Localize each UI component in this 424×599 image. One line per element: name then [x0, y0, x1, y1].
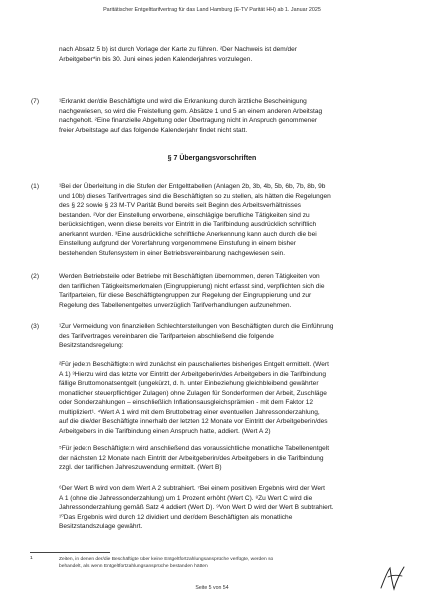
- paragraph-7: [59, 97, 393, 135]
- text-line: A 1 (ohne die Jahressonderzahlung) um 1 Prozent erhöht (Wert C). ⁸Zu Wert C wird die: [59, 494, 313, 502]
- text-line: und 10b) dieses Tarifvertrages sind die Beschäftigten so zu stellen, als hätten die Regelungen: [59, 192, 331, 200]
- text-line: A 1) ³Hierzu wird das letzte vor Eintritt der Arbeitgeberin/des Arbeitgebers in die Tarifbindung: [59, 370, 326, 378]
- text-line: Werden Betriebsteile oder Betriebe mit Beschäftigten übernommen, deren Tätigkeiten von: [59, 273, 320, 280]
- footnote: [59, 556, 389, 570]
- section-paragraph-2: [59, 272, 393, 310]
- text-line: Besitzstandsregelung:: [59, 342, 124, 350]
- text-line: bestehenden Stufensystem in einer Betriebsvereinbarung nachgewiesen sein.: [59, 249, 286, 257]
- text-line: monatlicher steuerpflichtiger Zulagen) ohne Zulagen für Sonderformen der Arbeit, Zuschläge: [59, 389, 327, 397]
- text-line: Regelung des Tabellenentgeltes unverzüglich Tarifverhandlungen aufzunehmen.: [59, 301, 292, 309]
- section-paragraph-1: [59, 182, 393, 258]
- paragraph-number: (1): [31, 183, 40, 190]
- paragraph-number: (7): [31, 98, 40, 105]
- text-line: multipliziert¹. ⁴Wert A 1 wird mit dem Bruttobetrag einer eventuellen Jahressonderzahlung,: [59, 408, 320, 416]
- text-line: fällige Bruttomonatsentgelt (ungekürzt, d. h. unter Einbeziehung gleichbleibend gewährter: [59, 380, 319, 388]
- text-line: freier Arbeitstage auf das folgende Kalenderjahr findet nicht statt.: [59, 126, 248, 134]
- text-line: ²Für jede:n Beschäftigte:n wird zunächst ein pauschaliertes bisheriges Entgelt ermittelt. (Wert: [59, 361, 329, 368]
- footnote-number: 1: [30, 556, 33, 561]
- signature-icon: [378, 562, 408, 594]
- text-line: Jahressonderzahlung gemäß Satz 4 addiert (Wert D). ⁹Von Wert D wird der Wert B subtrahiert.: [59, 504, 334, 512]
- text-line: des § 22 sowie § 23 M-TV Parität Bund bereits seit Beginn des Arbeitsverhältnisses: [59, 202, 301, 210]
- text-line: des Tarifvertrages vereinbaren die Tarifparteien abschließend die folgende: [59, 332, 274, 340]
- text-line: ¹⁰Das Ergebnis wird durch 12 dividiert und der/dem Beschäftigten als monatliche: [59, 513, 293, 521]
- footnote-divider: [30, 552, 110, 553]
- text-line: zzgl. der tariflichen Jahreszuwendung ermittelt. (Wert B): [59, 464, 222, 472]
- text-line: nachgewiesen, so wird die Freistellung gem. Absätze 1 und 5 an einem anderen Arbeitstag: [59, 107, 323, 115]
- text-line: den tariflichen Tätigkeitsmerkmalen (Eingruppierung) nicht erfasst sind, verpflichten sich die: [59, 282, 325, 290]
- text-line: bestanden. ²Vor der Einstellung erworbene, einschlägige berufliche Tätigkeiten sind zu: [59, 211, 310, 219]
- text-line: Besitzstandszulage gewährt.: [59, 523, 143, 531]
- text-line: ¹Zur Vermeidung von finanziellen Schlechterstellungen von Beschäftigten durch die Einführung: [59, 323, 334, 330]
- text-line: nach Absatz 5 b) ist durch Vorlage der Karte zu führen. ²Der Nachweis ist dem/der: [59, 46, 297, 53]
- paragraph-top: [59, 45, 393, 64]
- footnote-line: behandelt, als wenn Entgeltfortzahlungsansprüche bestanden hätten: [59, 564, 208, 569]
- text-line: Einstellung aufgrund der Vorerfahrung vorgenommene Einstufung in einem bisher: [59, 240, 296, 248]
- text-line: nachgeholt. ²Eine finanzielle Abgeltung oder Übertragung nicht in Anspruch genommener: [59, 117, 318, 125]
- text-line: ⁶Der Wert B wird von dem Wert A 2 subtrahiert. ⁷Bei einem positiven Ergebnis wird der Wert: [59, 485, 325, 492]
- text-line: oder Sonderzahlungen – einschließlich Inflationsausgleichsprämien - mit dem Faktor 12: [59, 399, 314, 407]
- text-line: Arbeitgeber*in bis 30. Juni eines jeden Kalenderjahres vorzulegen.: [59, 55, 253, 63]
- page-footer: Seite 5 von 54: [195, 585, 229, 591]
- page-header: Paritätischer Entgelttarifvertrag für das Land Hamburg (E-TV Parität HH) ab 1. Januar 2025: [103, 7, 321, 13]
- paragraph-number: (2): [31, 273, 40, 280]
- text-line: ¹Bei der Überleitung in die Stufen der Entgelttabellen (Anlagen 2b, 3b, 4b, 5b, 6b, 7b, 8b, 9b: [59, 183, 326, 190]
- text-line: berücksichtigen, wenn diese bereits vor Eintritt in die Tarifbindung ausdrücklich schriftlich: [59, 221, 317, 229]
- section-title: § 7 Übergangsvorschriften: [167, 155, 257, 162]
- text-line: anerkannt wurden. ³Eine ausdrückliche schriftliche Anerkennung kann auch durch die bei: [59, 230, 317, 238]
- section-paragraph-3-c: [59, 484, 393, 532]
- section-paragraph-3-b: [59, 444, 393, 473]
- text-line: Arbeitgebers in die Tarifbindung einen Anspruch hatte, addiert. (Wert A 2): [59, 427, 271, 435]
- text-line: der nächsten 12 Monate nach Eintritt der Arbeitgeberin/des Arbeitgebers in die Tarifbindung: [59, 454, 324, 462]
- text-line: ⁵Für jede:n Beschäftigte:n wird anschließend das voraussichtliche monatliche Tabellenentgelt: [59, 445, 330, 452]
- footnote-line: Zeiten, in denen der/die Beschäftigte über keine Entgeltfortzahlungsansprüche verfügte, werden so: [59, 557, 274, 562]
- section-paragraph-3-a: [59, 360, 393, 436]
- section-paragraph-3-intro: [59, 322, 393, 351]
- text-line: ¹Erkrankt der/die Beschäftigte und wird die Erkrankung durch ärztliche Bescheinigung: [59, 98, 307, 105]
- text-line: auf die die/der Beschäftigte innerhalb der letzten 12 Monate vor Eintritt der Arbeitgeberin/des: [59, 418, 328, 426]
- paragraph-number: (3): [31, 323, 40, 330]
- text-line: Tarifparteien, für diese Beschäftigtengruppen zur Regelung der Eingruppierung und zur: [59, 292, 312, 300]
